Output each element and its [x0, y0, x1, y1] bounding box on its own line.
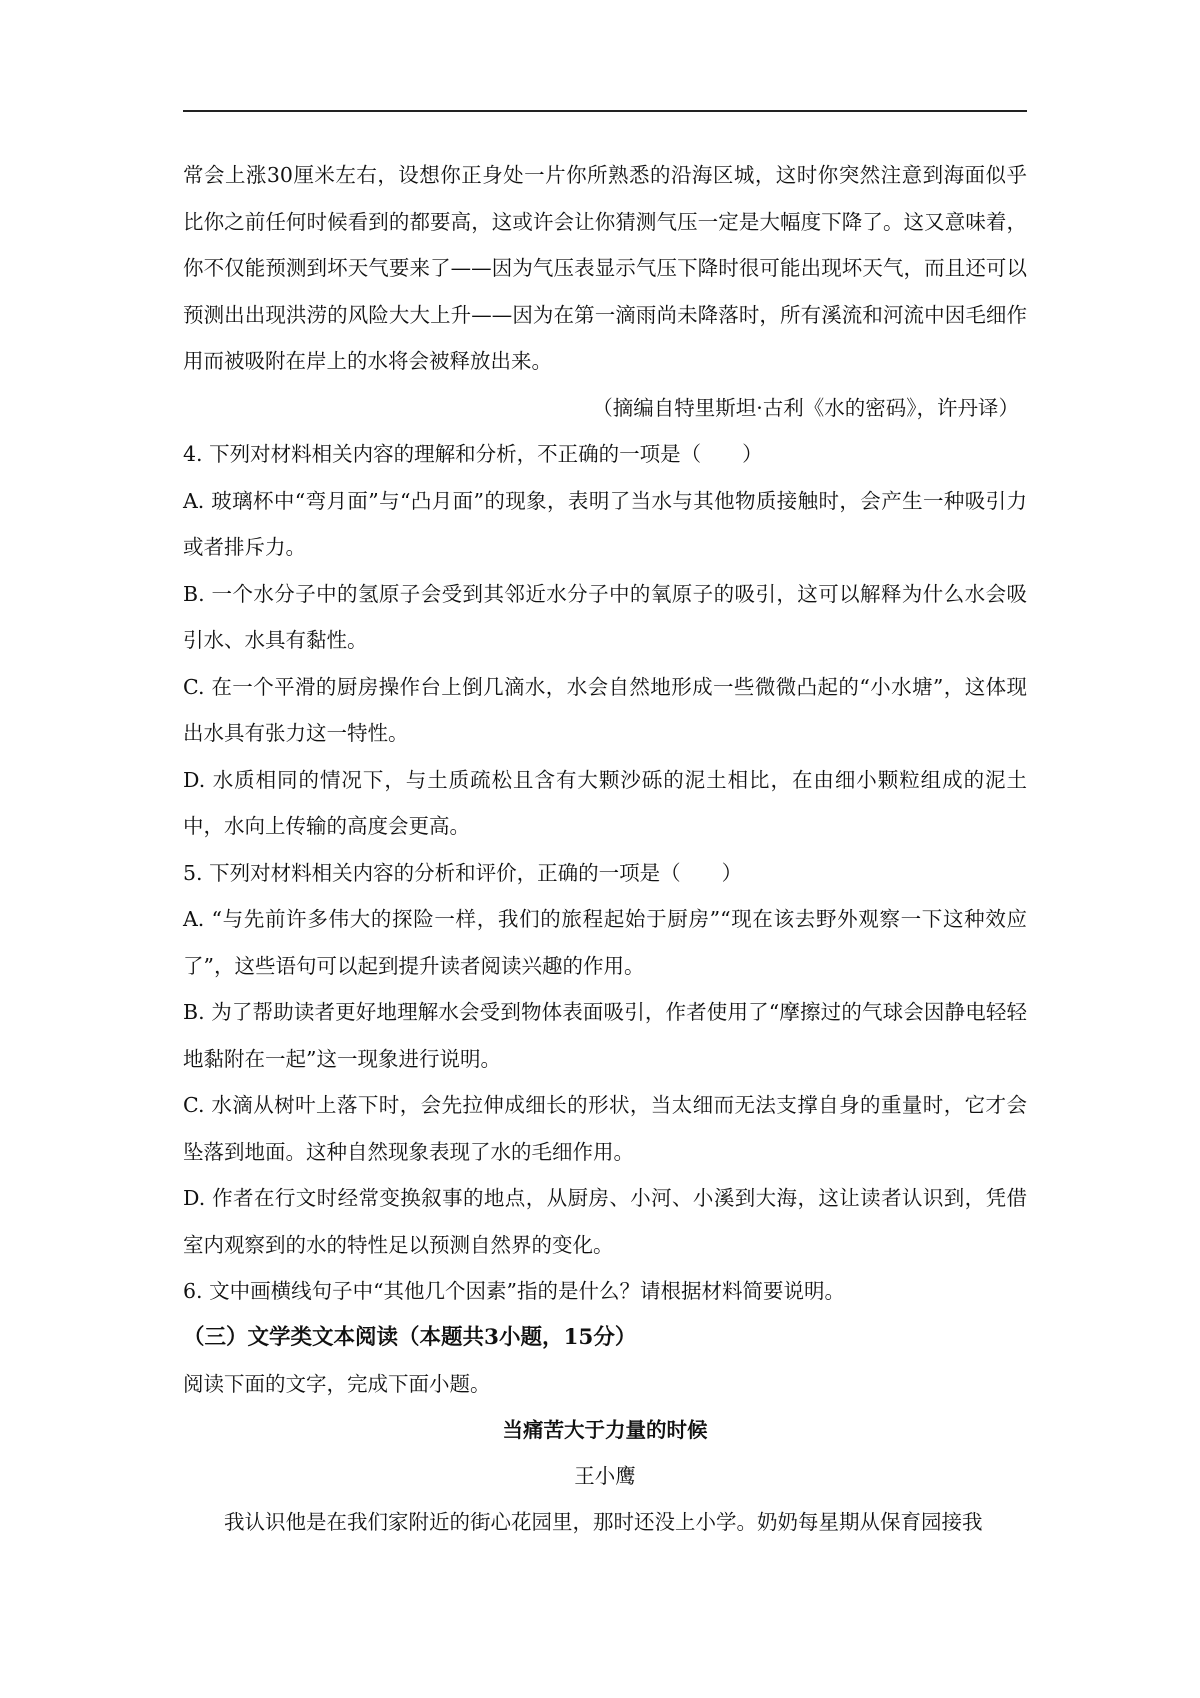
question-5-option-b: B. 为了帮助读者更好地理解水会受到物体表面吸引，作者使用了“摩擦过的气球会因静电轻轻地黏附在一起”这一现象进行说明。	[183, 1000, 1027, 1071]
question-5-stem: 5. 下列对材料相关内容的分析和评价，正确的一项是（ ）	[183, 860, 743, 885]
question-5-option-d: D. 作者在行文时经常变换叙事的地点，从厨房、小河、小溪到大海，这让读者认识到，凭借室内观察到的水的特性足以预测自然界的变化。	[183, 1186, 1027, 1257]
question-4-option-c: C. 在一个平滑的厨房操作台上倒几滴水，水会自然地形成一些微微凸起的“小水塘”，这体现出水具有张力这一特性。	[183, 674, 1027, 745]
story-author: 王小鹰	[574, 1464, 636, 1488]
question-6-stem: 6. 文中画横线句子中“其他几个因素”指的是什么？请根据材料简要说明。	[183, 1279, 846, 1303]
story-title: 当痛苦大于力量的时候	[502, 1418, 708, 1442]
question-5-option-c: C. 水滴从树叶上落下时，会先拉伸成细长的形状，当太细而无法支撑自身的重量时，它才会坠落到地面。这种自然现象表现了水的毛细作用。	[183, 1093, 1027, 1164]
page-content	[183, 152, 1027, 1546]
passage-paragraph: 常会上涨30厘米左右，设想你正身处一片你所熟悉的沿海区城，这时你突然注意到海面似乎比你之前任何时候看到的都要高，这或许会让你猜测气压一定是大幅度下降了。这又意味着，你不仅能预测到坏天气要来了——因为气压表显示气压下降时很可能出现坏天气，而且还可以预测出出现洪涝的风险大大上升——因为在第一滴雨尚未降落时，所有溪流和河流中因毛细作用而被吸附在岸上的水将会被释放出来。	[183, 163, 1027, 373]
question-5-option-a: A. “与先前许多伟大的探险一样，我们的旅程起始于厨房”“现在该去野外观察一下这种效应了”，这些语句可以起到提升读者阅读兴趣的作用。	[183, 907, 1027, 978]
question-4-option-d: D. 水质相同的情况下，与土质疏松且含有大颗沙砾的泥土相比，在由细小颗粒组成的泥土中，水向上传输的高度会更高。	[183, 767, 1027, 838]
header-rule	[183, 110, 1027, 112]
section-instruction: 阅读下面的文字，完成下面小题。	[183, 1371, 491, 1396]
source-note: （摘编自特里斯坦·古利《水的密码》，许丹译）	[592, 395, 1019, 420]
question-4-option-a: A. 玻璃杯中“弯月面”与“凸月面”的现象，表明了当水与其他物质接触时，会产生一种吸引力或者排斥力。	[183, 488, 1027, 559]
section-heading: （三）文学类文本阅读（本题共3小题，15分）	[183, 1324, 637, 1350]
story-first-line: 我认识他是在我们家附近的街心花园里，那时还没上小学。奶奶每星期从保育园接我	[224, 1510, 983, 1534]
question-4-option-b: B. 一个水分子中的氢原子会受到其邻近水分子中的氧原子的吸引，这可以解释为什么水会吸引水、水具有黏性。	[183, 581, 1027, 652]
question-4-stem: 4. 下列对材料相关内容的理解和分析，不正确的一项是（ ）	[183, 442, 763, 466]
